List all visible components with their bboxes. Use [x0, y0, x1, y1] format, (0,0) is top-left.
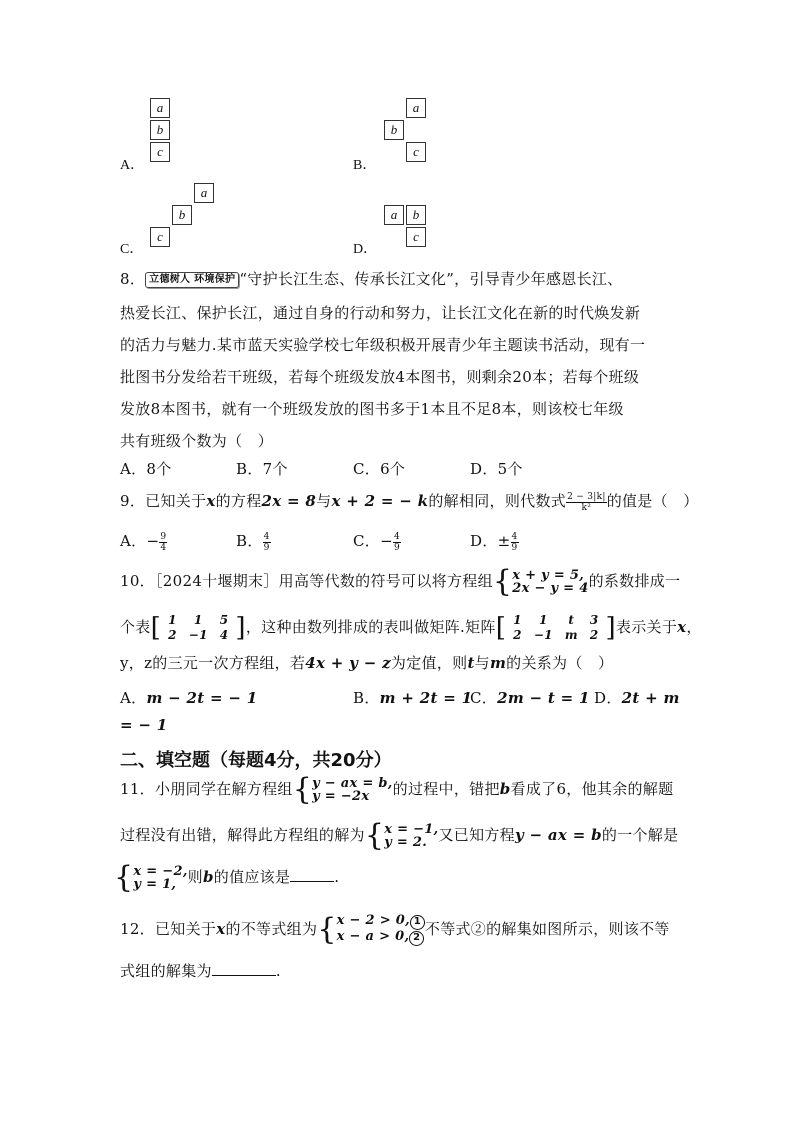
q8-line-4: 批图书分发给若干班级，若每个班级发放4本图书，则剩余20本；若每个班级 [120, 368, 640, 386]
grid-cell: c [150, 227, 170, 247]
q8-line-1: 8． 立德树人 环境保护 “守护长江生态、传承长江文化”，引导青少年感恩长江、 [120, 270, 623, 288]
grid-cell: c [406, 227, 426, 247]
q9-option-a: A．− $\frac{9}{4}$ [120, 531, 167, 553]
q11-answer-blank[interactable] [290, 867, 334, 882]
q8-line-5: 发放8本图书，就有一个班级发放的图书多于1本且不足8本，则该校七年级 [120, 400, 624, 418]
grid-cell: a [406, 98, 426, 118]
q10-option-d-cont: = − 1 [120, 716, 168, 734]
grid-cell: a [384, 205, 404, 225]
topic-badge: 立德树人 环境保护 [145, 272, 239, 288]
q12-line-1: 12．已知关于x的不等式组为{ x − 2 > 0, 1 x − a > 0, 2 不等式②的解集如图所示，则该不等 [120, 912, 670, 947]
section-title-fill-blank: 二、填空题（每题4分，共20分） [120, 750, 392, 771]
q9-option-d: D．± $\frac{4}{9}$ [470, 531, 518, 553]
q8-option-a: A．8个 [120, 460, 172, 478]
q11-line-3: { x = −2, y = 1, 则b的值应该是 . [114, 860, 340, 895]
q11-line-2: 过程没有出错，解得此方程组的解为{ x = −1, y = 2. 又已知方程y − ax = b的一个解是 [120, 818, 679, 853]
grid-cell: b [384, 120, 404, 140]
option-d-label: D． [353, 242, 378, 257]
q8-line-2: 热爱长江、保护长江，通过自身的行动和努力，让长江文化在新的时代焕发新 [120, 304, 641, 322]
grid-cell: c [150, 142, 170, 162]
grid-cell: a [194, 183, 214, 203]
q9-option-b: B． $\frac{4}{9}$ [236, 531, 270, 553]
q9-option-c: C．− $\frac{4}{9}$ [353, 531, 400, 553]
q10-option-a: A．m − 2t = − 1 [120, 689, 258, 707]
option-c-label: C． [120, 242, 144, 257]
q10-line-2: 个表[ 1 1 5 2 −1 4 ]，这种由数列排成的表叫做矩阵.矩阵[ 1 1 t 3 2 −1 m 2 ]表示关于x， [120, 613, 702, 643]
q10-line-3: y，z的三元一次方程组，若4x + y − z为定值，则t与m的关系为（ ） [120, 654, 614, 672]
q10-option-b: B．m + 2t = 1 [353, 689, 473, 707]
q9-fraction: $\frac{2 - 3|k|}{\text{k²}}$ [567, 491, 606, 513]
q8-option-b: B．7个 [236, 460, 288, 478]
q8-line-6: 共有班级个数为（ ） [120, 432, 274, 450]
q11-line-1: 11．小朋同学在解方程组{ y − ax = b, y = −2x 的过程中，错把b看成了6，他其余的解题 [120, 772, 674, 807]
q8-line-3: 的活力与魅力.某市蓝天实验学校七年级积极开展青少年主题读书活动，现有一 [120, 336, 646, 354]
q12-answer-blank[interactable] [212, 961, 276, 976]
q8-option-c: C．6个 [353, 460, 406, 478]
grid-cell: b [406, 205, 426, 225]
matrix-2: 1 1 t 3 2 −1 m 2 [513, 613, 599, 642]
option-b-label: B． [353, 158, 377, 173]
q12-line-2: 式组的解集为 . [120, 962, 281, 980]
option-a-label: A． [120, 158, 145, 173]
grid-cell: b [172, 205, 192, 225]
q10-option-d: D．2t + m [594, 689, 680, 707]
matrix-1: 1 1 5 2 −1 4 [168, 613, 229, 642]
grid-cell: c [406, 142, 426, 162]
q10-option-c: C．2m − t = 1 [470, 689, 590, 707]
q10-line-1: 10．［2024十堰期末］用高等代数的符号可以将方程组{ x + y = 5, 2x − y = 4 的系数排成一 [120, 564, 681, 599]
q8-option-d: D．5个 [470, 460, 523, 478]
grid-cell: b [150, 120, 170, 140]
grid-cell: a [150, 98, 170, 118]
q9-stem: 9．已知关于x的方程2x = 8与x + 2 = − k的解相同，则代数式 $\frac{2 - 3|k|}{\text{k²}}$ 的值是（ ） [120, 491, 699, 513]
